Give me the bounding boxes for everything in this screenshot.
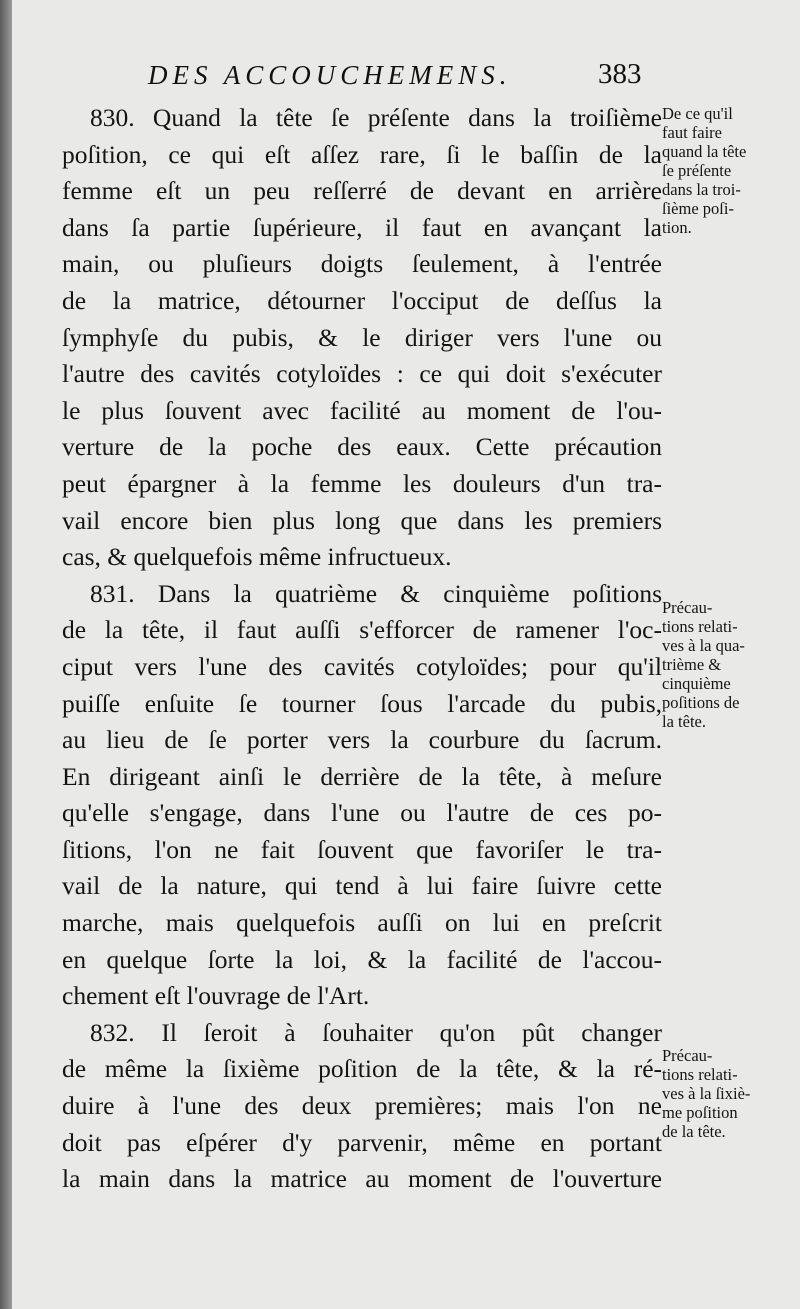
margin-note-line: tions relati-	[662, 1065, 738, 1084]
text-line: main, ou pluſieurs doigts ſeulement, à l'entrée	[62, 249, 662, 279]
text-line: ſitions, l'on ne fait ſouvent que favoriſer le tra-	[62, 834, 662, 864]
running-title: DES ACCOUCHEMENS.	[148, 60, 512, 90]
margin-note-line: ves à la ſixiè-	[662, 1084, 751, 1103]
text-line: En dirigeant ainſi le derrière de la tête, à meſure	[62, 761, 662, 791]
margin-note	[662, 104, 797, 237]
margin-note	[662, 1046, 797, 1141]
margin-note-line: Précau-	[662, 1046, 713, 1065]
main-text	[62, 100, 662, 1198]
margin-note-line: cinquième	[662, 674, 731, 693]
paragraph-831	[62, 576, 662, 1015]
text-line: duire à l'une des deux premières; mais l'on ne	[62, 1091, 662, 1121]
margin-note-line: faut faire	[662, 123, 722, 142]
margin-note-line: me poſition	[662, 1103, 738, 1122]
text-line: ciput vers l'une des cavités cotyloïdes; pour qu'il	[62, 651, 662, 681]
margin-note-line: De ce qu'il	[662, 104, 733, 123]
text-line: poſition, ce qui eſt aſſez rare, ſi le baſſin de la	[62, 139, 662, 169]
margin-note-line: poſitions de	[662, 693, 740, 712]
text-line: vail de la nature, qui tend à lui faire ſuivre cette	[62, 871, 662, 901]
text-line: de la tête, il faut auſſi s'efforcer de ramener l'oc-	[62, 615, 662, 645]
margin-note-line: ves à la qua-	[662, 636, 745, 655]
text-line: puiſſe enſuite ſe tourner ſous l'arcade du pubis,	[62, 688, 662, 718]
text-line: verture de la poche des eaux. Cette précaution	[62, 432, 662, 462]
text-line: 832. Il ſeroit à ſouhaiter qu'on pût changer	[90, 1017, 662, 1047]
text-line: peut épargner à la femme les douleurs d'un tra-	[62, 468, 662, 498]
text-line: cas, & quelquefois même infructueux.	[62, 542, 452, 572]
text-line: au lieu de ſe porter vers la courbure du ſacrum.	[62, 725, 662, 755]
margin-note	[662, 598, 797, 731]
page-header	[12, 58, 800, 98]
margin-note-line: ſe préſente	[662, 161, 732, 180]
text-line: de même la ſixième poſition de la tête, & la ré-	[62, 1054, 662, 1084]
text-line: 831. Dans la quatrième & cinquième poſitions	[90, 578, 662, 608]
paragraph-832	[62, 1015, 662, 1198]
book-gutter-edge	[0, 0, 12, 1309]
text-line: vail encore bien plus long que dans les premiers	[62, 505, 662, 535]
text-line: 830. Quand la tête ſe préſente dans la troiſième	[90, 103, 662, 132]
margin-note-line: tions relati-	[662, 617, 738, 636]
page-number: 383	[598, 58, 642, 90]
text-line: doit pas eſpérer d'y parvenir, même en portant	[62, 1127, 662, 1157]
text-line: l'autre des cavités cotyloïdes : ce qui doit s'exécuter	[62, 359, 662, 389]
margin-note-line: la tête.	[662, 712, 706, 731]
text-line: la main dans la matrice au moment de l'ouverture	[62, 1164, 662, 1194]
text-line: le plus ſouvent avec facilité au moment de l'ou-	[62, 395, 662, 425]
text-line: en quelque ſorte la loi, & la facilité de l'accou-	[62, 944, 662, 974]
paragraph-830	[62, 100, 662, 576]
margin-note-line: dans la troi-	[662, 180, 741, 199]
margin-note-line: quand la tête	[662, 142, 747, 161]
margin-note-line: trième &	[662, 655, 722, 674]
margin-note-line: Précau-	[662, 598, 713, 617]
book-page	[12, 0, 800, 1309]
text-line: ſymphyſe du pubis, & le diriger vers l'une ou	[62, 322, 662, 352]
text-line: qu'elle s'engage, dans l'une ou l'autre de ces po-	[62, 798, 662, 828]
margin-note-line: ſième poſi-	[662, 199, 734, 218]
text-line: de la matrice, détourner l'occiput de deſſus la	[62, 285, 662, 315]
text-line: marche, mais quelquefois auſſi on lui en preſcrit	[62, 908, 662, 938]
margin-note-line: tion.	[662, 218, 692, 237]
text-line: chement eſt l'ouvrage de l'Art.	[62, 981, 370, 1011]
text-line: dans ſa partie ſupérieure, il faut en avançant la	[62, 212, 662, 242]
margin-note-line: de la tête.	[662, 1122, 726, 1141]
text-line: femme eſt un peu reſſerré de devant en arrière	[62, 176, 662, 206]
